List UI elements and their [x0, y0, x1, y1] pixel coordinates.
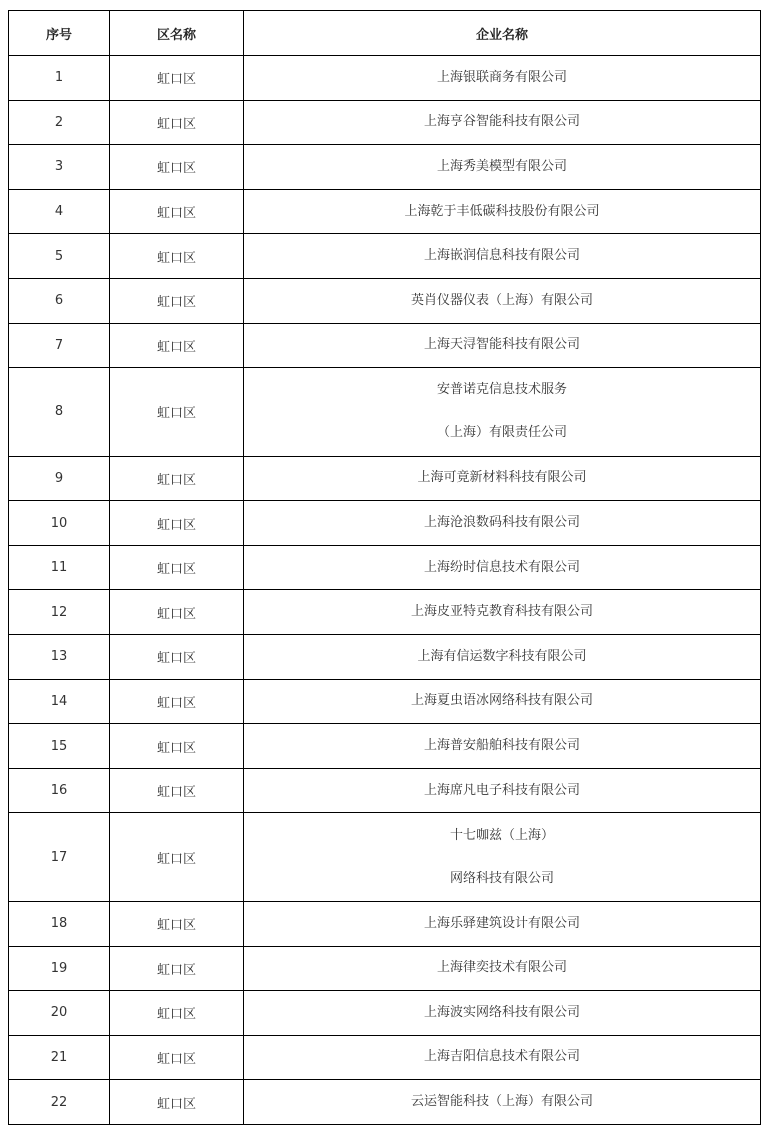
company-name-line: 英肖仪器仪表（上海）有限公司 — [410, 292, 593, 308]
table-row — [9, 234, 761, 279]
row-index: 14 — [9, 679, 110, 724]
row-index: 1 — [9, 56, 110, 101]
company-name-line: 上海席凡电子科技有限公司 — [423, 782, 580, 798]
table-row — [9, 991, 761, 1036]
row-index: 12 — [9, 590, 110, 635]
row-district: 虹口区 — [110, 635, 244, 680]
table-row — [9, 323, 761, 368]
row-company — [244, 456, 761, 501]
row-company — [244, 278, 761, 323]
table-row — [9, 501, 761, 546]
row-company — [244, 545, 761, 590]
row-company — [244, 813, 761, 902]
table-row — [9, 813, 761, 902]
row-district: 虹口区 — [110, 813, 244, 902]
company-name-line: 十七咖兹（上海） — [449, 827, 554, 843]
table-row — [9, 1080, 761, 1125]
table-row — [9, 456, 761, 501]
row-company — [244, 768, 761, 813]
row-district: 虹口区 — [110, 946, 244, 991]
row-company — [244, 1035, 761, 1080]
company-name-line: （上海）有限责任公司 — [436, 425, 567, 441]
company-name-line: 上海律奕技术有限公司 — [436, 960, 567, 976]
row-company — [244, 991, 761, 1036]
table-row — [9, 768, 761, 813]
company-name-line: 上海皮亚特克教育科技有限公司 — [410, 604, 593, 620]
company-name-line: 上海有信运数字科技有限公司 — [417, 648, 587, 664]
row-company — [244, 946, 761, 991]
table-row — [9, 100, 761, 145]
row-district: 虹口区 — [110, 1035, 244, 1080]
company-name-line: 上海普安船舶科技有限公司 — [423, 738, 580, 754]
row-district: 虹口区 — [110, 368, 244, 457]
row-index: 8 — [9, 368, 110, 457]
header-index: 序号 — [9, 11, 110, 56]
table-row — [9, 368, 761, 457]
company-name-line: 上海银联商务有限公司 — [436, 69, 567, 85]
table-row — [9, 145, 761, 190]
row-district: 虹口区 — [110, 1080, 244, 1125]
row-index: 10 — [9, 501, 110, 546]
company-name-line: 上海夏虫语冰网络科技有限公司 — [410, 693, 593, 709]
company-name-line: 上海秀美模型有限公司 — [436, 158, 567, 174]
row-index: 7 — [9, 323, 110, 368]
header-district: 区名称 — [110, 11, 244, 56]
row-index: 11 — [9, 545, 110, 590]
row-district: 虹口区 — [110, 901, 244, 946]
row-district: 虹口区 — [110, 679, 244, 724]
row-district: 虹口区 — [110, 100, 244, 145]
row-company — [244, 724, 761, 769]
row-district: 虹口区 — [110, 545, 244, 590]
company-name-line: 上海沧浪数码科技有限公司 — [423, 515, 580, 531]
company-name-line: 上海吉阳信息技术有限公司 — [423, 1049, 580, 1065]
document-page — [8, 10, 761, 1125]
row-index: 13 — [9, 635, 110, 680]
row-district: 虹口区 — [110, 56, 244, 101]
row-index: 19 — [9, 946, 110, 991]
company-name-line: 云运智能科技（上海）有限公司 — [410, 1094, 593, 1110]
row-company — [244, 368, 761, 457]
table-row — [9, 946, 761, 991]
row-district: 虹口区 — [110, 278, 244, 323]
company-name-line: 上海嵌润信息科技有限公司 — [423, 248, 580, 264]
row-index: 20 — [9, 991, 110, 1036]
row-index: 2 — [9, 100, 110, 145]
company-name-line: 上海波实网络科技有限公司 — [423, 1004, 580, 1020]
row-company — [244, 100, 761, 145]
row-company — [244, 189, 761, 234]
row-index: 6 — [9, 278, 110, 323]
row-index: 21 — [9, 1035, 110, 1080]
table-row — [9, 545, 761, 590]
row-company — [244, 679, 761, 724]
row-index: 4 — [9, 189, 110, 234]
header-row — [9, 11, 761, 56]
row-company — [244, 234, 761, 279]
row-company — [244, 590, 761, 635]
row-district: 虹口区 — [110, 768, 244, 813]
row-index: 9 — [9, 456, 110, 501]
row-district: 虹口区 — [110, 724, 244, 769]
company-name-line: 上海纷时信息技术有限公司 — [423, 559, 580, 575]
company-name-line: 网络科技有限公司 — [449, 870, 554, 886]
row-index: 5 — [9, 234, 110, 279]
table-body — [9, 56, 761, 1125]
row-district: 虹口区 — [110, 145, 244, 190]
row-index: 16 — [9, 768, 110, 813]
table-row — [9, 278, 761, 323]
row-district: 虹口区 — [110, 991, 244, 1036]
table-row — [9, 590, 761, 635]
company-name-line: 上海乾于丰低碳科技股份有限公司 — [404, 203, 600, 219]
company-name-line: 上海天浔智能科技有限公司 — [423, 337, 580, 353]
row-company — [244, 56, 761, 101]
row-index: 17 — [9, 813, 110, 902]
company-name-line: 上海亨谷智能科技有限公司 — [423, 114, 580, 130]
row-district: 虹口区 — [110, 234, 244, 279]
table-row — [9, 56, 761, 101]
row-company — [244, 901, 761, 946]
row-index: 18 — [9, 901, 110, 946]
row-district: 虹口区 — [110, 501, 244, 546]
row-district: 虹口区 — [110, 189, 244, 234]
table-row — [9, 1035, 761, 1080]
row-district: 虹口区 — [110, 456, 244, 501]
row-company — [244, 323, 761, 368]
table-row — [9, 635, 761, 680]
table-row — [9, 724, 761, 769]
row-index: 22 — [9, 1080, 110, 1125]
table-row — [9, 679, 761, 724]
company-name-line: 上海可竟新材料科技有限公司 — [417, 470, 587, 486]
company-name-line: 上海乐驿建筑设计有限公司 — [423, 915, 580, 931]
header-company: 企业名称 — [244, 11, 761, 56]
row-district: 虹口区 — [110, 323, 244, 368]
table-header — [9, 11, 761, 56]
row-index: 15 — [9, 724, 110, 769]
row-company — [244, 501, 761, 546]
company-table — [8, 10, 761, 1125]
row-company — [244, 1080, 761, 1125]
table-row — [9, 901, 761, 946]
row-index: 3 — [9, 145, 110, 190]
company-name-line: 安普诺克信息技术服务 — [436, 382, 567, 398]
row-company — [244, 145, 761, 190]
row-district: 虹口区 — [110, 590, 244, 635]
row-company — [244, 635, 761, 680]
table-row — [9, 189, 761, 234]
